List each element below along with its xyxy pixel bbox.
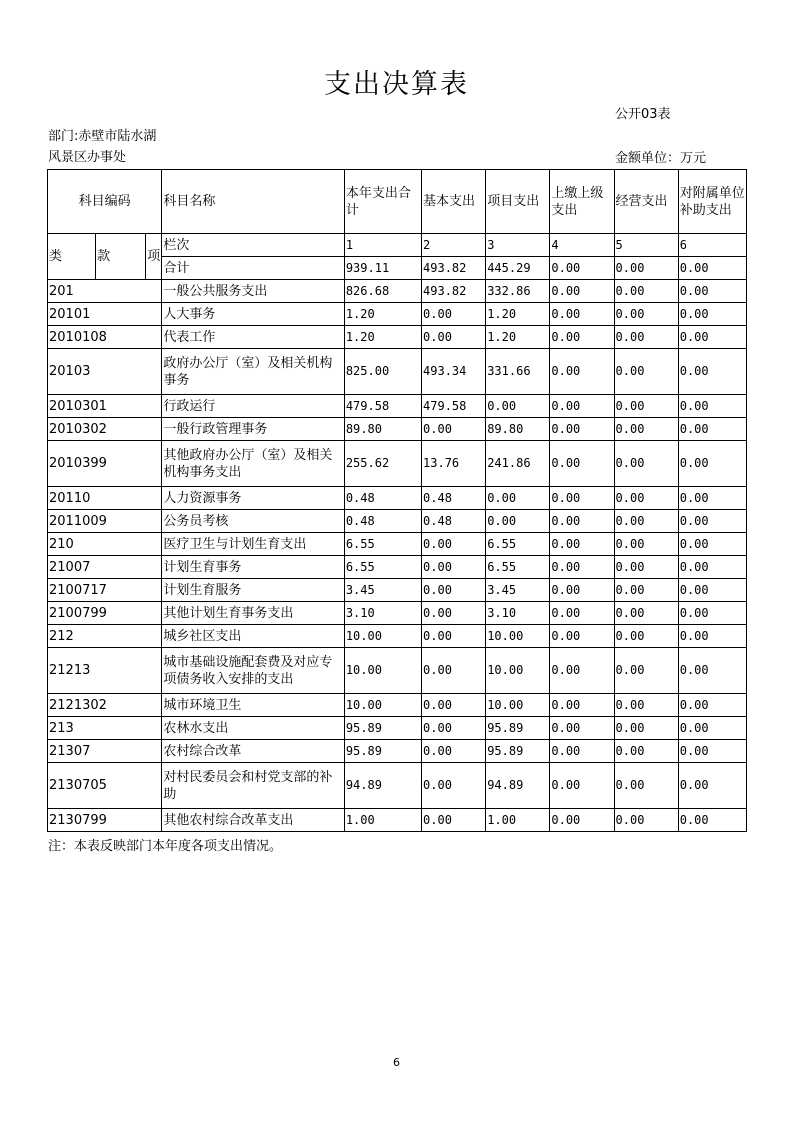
row-business: 0.00 [614,602,678,625]
table-row [48,533,747,556]
row-subsidy: 0.00 [678,487,746,510]
total-project: 445.29 [486,257,550,280]
total-business: 0.00 [614,257,678,280]
row-subsidy: 0.00 [678,694,746,717]
row-business: 0.00 [614,556,678,579]
table-row [48,694,747,717]
row-basic: 493.82 [422,280,486,303]
row-business: 0.00 [614,326,678,349]
row-business: 0.00 [614,487,678,510]
department-label: 部门:赤壁市陆水湖风景区办事处 [48,129,157,165]
row-subsidy: 0.00 [678,510,746,533]
row-basic: 0.00 [422,625,486,648]
row-basic: 0.00 [422,556,486,579]
row-project: 94.89 [486,763,550,809]
row-business: 0.00 [614,579,678,602]
row-basic: 479.58 [422,395,486,418]
row-project: 95.89 [486,740,550,763]
row-business: 0.00 [614,809,678,832]
row-basic: 0.00 [422,533,486,556]
row-project: 10.00 [486,694,550,717]
page-title: 支出决算表 [324,69,469,100]
row-subsidy: 0.00 [678,280,746,303]
header-subsidy: 对附属单位补助支出 [678,170,746,234]
row-project: 6.55 [486,556,550,579]
row-subsidy: 0.00 [678,717,746,740]
total-total: 939.11 [344,257,421,280]
row-code: 21307 [48,740,162,763]
total-label: 合计 [162,257,345,280]
row-name: 计划生育服务 [162,579,345,602]
header-upper: 上缴上级支出 [550,170,614,234]
row-project: 10.00 [486,625,550,648]
row-subsidy: 0.00 [678,809,746,832]
row-basic: 0.00 [422,303,486,326]
row-total: 89.80 [344,418,421,441]
row-name: 公务员考核 [162,510,345,533]
row-basic: 0.00 [422,717,486,740]
row-project: 0.00 [486,487,550,510]
row-upper: 0.00 [550,303,614,326]
row-code: 2130705 [48,763,162,809]
col-index-2: 2 [422,234,486,257]
row-code: 20101 [48,303,162,326]
row-name: 医疗卫生与计划生育支出 [162,533,345,556]
row-business: 0.00 [614,648,678,694]
page-number: 6 [393,1056,400,1069]
row-basic: 0.00 [422,418,486,441]
row-business: 0.00 [614,441,678,487]
row-basic: 0.00 [422,740,486,763]
row-total: 825.00 [344,349,421,395]
row-basic: 493.34 [422,349,486,395]
row-code: 2100799 [48,602,162,625]
row-subsidy: 0.00 [678,395,746,418]
row-code: 2100717 [48,579,162,602]
row-business: 0.00 [614,625,678,648]
header-kuan: 款 [96,234,146,280]
table-row [48,809,747,832]
row-basic: 13.76 [422,441,486,487]
row-total: 1.00 [344,809,421,832]
row-business: 0.00 [614,395,678,418]
header-project: 项目支出 [486,170,550,234]
header-total: 本年支出合计 [344,170,421,234]
row-business: 0.00 [614,280,678,303]
row-name: 人大事务 [162,303,345,326]
row-name: 对村民委员会和村党支部的补助 [162,763,345,809]
row-subsidy: 0.00 [678,625,746,648]
row-upper: 0.00 [550,487,614,510]
row-subsidy: 0.00 [678,533,746,556]
row-total: 10.00 [344,694,421,717]
col-index-3: 3 [486,234,550,257]
row-project: 1.20 [486,326,550,349]
row-upper: 0.00 [550,809,614,832]
row-code: 2011009 [48,510,162,533]
row-code: 2010302 [48,418,162,441]
header-basic: 基本支出 [422,170,486,234]
table-row [48,349,747,395]
row-upper: 0.00 [550,349,614,395]
row-total: 0.48 [344,510,421,533]
row-subsidy: 0.00 [678,349,746,395]
table-row [48,395,747,418]
row-total: 0.48 [344,487,421,510]
table-row [48,510,747,533]
row-name: 行政运行 [162,395,345,418]
row-project: 0.00 [486,395,550,418]
row-total: 3.10 [344,602,421,625]
table-row [48,579,747,602]
table-row [48,717,747,740]
row-subsidy: 0.00 [678,602,746,625]
col-index-6: 6 [678,234,746,257]
row-name: 政府办公厅（室）及相关机构事务 [162,349,345,395]
row-total: 479.58 [344,395,421,418]
table-row [48,280,747,303]
row-business: 0.00 [614,510,678,533]
row-project: 1.20 [486,303,550,326]
row-project: 332.86 [486,280,550,303]
total-subsidy: 0.00 [678,257,746,280]
row-upper: 0.00 [550,717,614,740]
row-name: 计划生育事务 [162,556,345,579]
row-code: 20110 [48,487,162,510]
table-row [48,418,747,441]
col-index-1: 1 [344,234,421,257]
row-name: 一般行政管理事务 [162,418,345,441]
form-code: 公开03表 [615,107,671,122]
row-project: 331.66 [486,349,550,395]
row-total: 95.89 [344,717,421,740]
row-business: 0.00 [614,349,678,395]
row-project: 3.10 [486,602,550,625]
row-code: 2010108 [48,326,162,349]
table-row [48,556,747,579]
row-upper: 0.00 [550,280,614,303]
row-code: 213 [48,717,162,740]
row-project: 241.86 [486,441,550,487]
row-code: 21007 [48,556,162,579]
row-subsidy: 0.00 [678,556,746,579]
row-name: 农林水支出 [162,717,345,740]
row-upper: 0.00 [550,694,614,717]
row-upper: 0.00 [550,326,614,349]
row-upper: 0.00 [550,740,614,763]
table-row [48,602,747,625]
row-name: 城市基础设施配套费及对应专项债务收入安排的支出 [162,648,345,694]
row-project: 3.45 [486,579,550,602]
row-business: 0.00 [614,694,678,717]
col-index-4: 4 [550,234,614,257]
row-code: 21213 [48,648,162,694]
header-name: 科目名称 [162,170,345,234]
row-upper: 0.00 [550,579,614,602]
row-business: 0.00 [614,763,678,809]
row-total: 94.89 [344,763,421,809]
col-index-5: 5 [614,234,678,257]
row-basic: 0.00 [422,326,486,349]
row-upper: 0.00 [550,533,614,556]
footnote: 注：本表反映部门本年度各项支出情况。 [48,839,283,854]
row-total: 10.00 [344,648,421,694]
row-basic: 0.00 [422,602,486,625]
row-business: 0.00 [614,533,678,556]
row-upper: 0.00 [550,441,614,487]
header-row [48,170,747,234]
row-name: 其他农村综合改革支出 [162,809,345,832]
row-subsidy: 0.00 [678,579,746,602]
header-lei: 类 [48,234,96,280]
row-total: 255.62 [344,441,421,487]
row-code: 212 [48,625,162,648]
row-business: 0.00 [614,740,678,763]
row-basic: 0.00 [422,809,486,832]
table-row [48,441,747,487]
row-total: 6.55 [344,533,421,556]
table-row [48,648,747,694]
table-row [48,326,747,349]
row-upper: 0.00 [550,763,614,809]
row-name: 城乡社区支出 [162,625,345,648]
row-code: 20103 [48,349,162,395]
row-code: 2121302 [48,694,162,717]
header-xiang: 项 [146,234,162,280]
row-code: 2010399 [48,441,162,487]
column-index-row [48,234,747,257]
row-basic: 0.48 [422,487,486,510]
row-name: 一般公共服务支出 [162,280,345,303]
row-code: 2010301 [48,395,162,418]
row-name: 代表工作 [162,326,345,349]
row-upper: 0.00 [550,602,614,625]
row-project: 10.00 [486,648,550,694]
row-basic: 0.00 [422,694,486,717]
row-upper: 0.00 [550,648,614,694]
row-basic: 0.00 [422,648,486,694]
table-row [48,763,747,809]
table-row [48,303,747,326]
row-upper: 0.00 [550,510,614,533]
row-total: 95.89 [344,740,421,763]
row-upper: 0.00 [550,418,614,441]
row-subsidy: 0.00 [678,740,746,763]
expenditure-table [47,169,747,832]
header-code-group: 科目编码 [48,170,162,234]
row-code: 2130799 [48,809,162,832]
total-basic: 493.82 [422,257,486,280]
row-basic: 0.48 [422,510,486,533]
unit-label: 金额单位：万元 [615,151,707,166]
row-project: 89.80 [486,418,550,441]
row-project: 95.89 [486,717,550,740]
header-business: 经营支出 [614,170,678,234]
row-subsidy: 0.00 [678,441,746,487]
row-code: 201 [48,280,162,303]
row-upper: 0.00 [550,395,614,418]
row-basic: 0.00 [422,763,486,809]
row-subsidy: 0.00 [678,763,746,809]
row-subsidy: 0.00 [678,418,746,441]
total-upper: 0.00 [550,257,614,280]
row-total: 6.55 [344,556,421,579]
row-total: 10.00 [344,625,421,648]
row-subsidy: 0.00 [678,648,746,694]
row-total: 826.68 [344,280,421,303]
row-project: 0.00 [486,510,550,533]
table-row [48,625,747,648]
row-total: 3.45 [344,579,421,602]
row-project: 1.00 [486,809,550,832]
row-name: 城市环境卫生 [162,694,345,717]
row-name: 其他政府办公厅（室）及相关机构事务支出 [162,441,345,487]
row-upper: 0.00 [550,556,614,579]
row-name: 人力资源事务 [162,487,345,510]
row-code: 210 [48,533,162,556]
table-row [48,487,747,510]
row-total: 1.20 [344,326,421,349]
row-project: 6.55 [486,533,550,556]
row-name: 其他计划生育事务支出 [162,602,345,625]
row-business: 0.00 [614,717,678,740]
row-total: 1.20 [344,303,421,326]
header-lanci: 栏次 [162,234,345,257]
row-business: 0.00 [614,418,678,441]
row-basic: 0.00 [422,579,486,602]
table-row [48,740,747,763]
row-business: 0.00 [614,303,678,326]
row-upper: 0.00 [550,625,614,648]
row-subsidy: 0.00 [678,326,746,349]
row-name: 农村综合改革 [162,740,345,763]
row-subsidy: 0.00 [678,303,746,326]
